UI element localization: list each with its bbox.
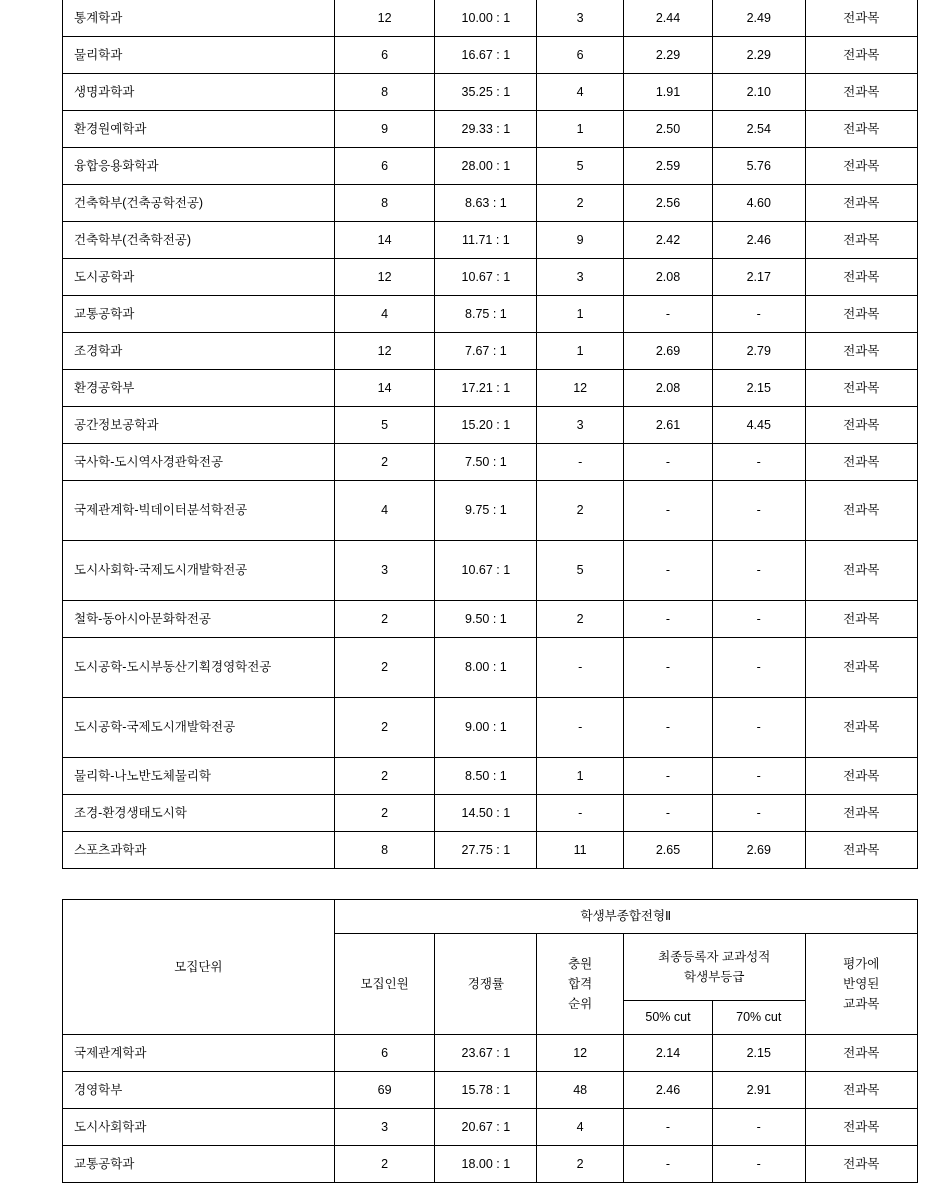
cell-capacity: 3: [334, 541, 435, 601]
cell-unit: 조경-환경생태도시학: [63, 795, 335, 832]
cell-subjects: 전과목: [805, 1072, 918, 1109]
table-row: [63, 74, 918, 111]
cell-capacity: 3: [334, 1109, 435, 1146]
cell-ratio: 7.50 : 1: [435, 444, 537, 481]
cell-fill-rank: 3: [537, 259, 624, 296]
cell-capacity: 12: [334, 0, 435, 37]
cell-unit: 국사학-도시역사경관학전공: [63, 444, 335, 481]
cell-cut50: 2.08: [623, 370, 712, 407]
cell-cut70: 2.29: [712, 37, 805, 74]
cell-cut70: -: [712, 601, 805, 638]
cell-subjects: 전과목: [805, 541, 918, 601]
cell-fill-rank: 5: [537, 148, 624, 185]
cell-fill-rank: 12: [537, 1035, 624, 1072]
cell-cut50: -: [623, 698, 712, 758]
cell-cut70: -: [712, 795, 805, 832]
cell-unit: 공간정보공학과: [63, 407, 335, 444]
cell-cut70: 4.45: [712, 407, 805, 444]
cell-fill-rank: 4: [537, 74, 624, 111]
cell-subjects: 전과목: [805, 444, 918, 481]
table-row: [63, 832, 918, 869]
cell-capacity: 8: [334, 74, 435, 111]
cell-ratio: 10.00 : 1: [435, 0, 537, 37]
cell-subjects: 전과목: [805, 832, 918, 869]
table-row: [63, 1035, 918, 1072]
header-fill-rank-line3: 순위: [568, 997, 593, 1012]
cell-ratio: 10.67 : 1: [435, 541, 537, 601]
table-row: [63, 370, 918, 407]
cell-cut50: -: [623, 1109, 712, 1146]
cell-unit: 도시사회학과: [63, 1109, 335, 1146]
cell-ratio: 9.50 : 1: [435, 601, 537, 638]
cell-cut50: -: [623, 444, 712, 481]
cell-fill-rank: 1: [537, 333, 624, 370]
cell-subjects: 전과목: [805, 0, 918, 37]
cell-unit: 교통공학과: [63, 296, 335, 333]
cell-fill-rank: 2: [537, 1146, 624, 1183]
cell-fill-rank: 9: [537, 222, 624, 259]
cell-fill-rank: 11: [537, 832, 624, 869]
header-fill-rank: [537, 934, 624, 1035]
cell-cut70: 2.79: [712, 333, 805, 370]
cell-subjects: 전과목: [805, 638, 918, 698]
cell-fill-rank: 12: [537, 370, 624, 407]
cell-cut50: -: [623, 601, 712, 638]
cell-fill-rank: -: [537, 638, 624, 698]
table-row: [63, 758, 918, 795]
cell-cut50: 2.69: [623, 333, 712, 370]
cell-subjects: 전과목: [805, 222, 918, 259]
cell-capacity: 69: [334, 1072, 435, 1109]
table-row: [63, 541, 918, 601]
cell-cut70: -: [712, 638, 805, 698]
cell-capacity: 8: [334, 832, 435, 869]
cell-ratio: 10.67 : 1: [435, 259, 537, 296]
cell-cut70: 2.69: [712, 832, 805, 869]
cell-ratio: 9.00 : 1: [435, 698, 537, 758]
cell-unit: 도시공학과: [63, 259, 335, 296]
table-1: [62, 0, 918, 869]
cell-capacity: 6: [334, 148, 435, 185]
cell-fill-rank: 2: [537, 185, 624, 222]
cell-subjects: 전과목: [805, 407, 918, 444]
cell-subjects: 전과목: [805, 148, 918, 185]
header-cut50: 50% cut: [623, 1001, 712, 1035]
cell-cut50: 1.91: [623, 74, 712, 111]
cell-capacity: 4: [334, 296, 435, 333]
cell-capacity: 14: [334, 222, 435, 259]
cell-capacity: 2: [334, 1146, 435, 1183]
cell-unit: 도시공학-도시부동산기획경영학전공: [63, 638, 335, 698]
cell-unit: 환경공학부: [63, 370, 335, 407]
cell-cut70: -: [712, 1109, 805, 1146]
cell-cut50: 2.14: [623, 1035, 712, 1072]
cell-cut70: 2.46: [712, 222, 805, 259]
header-row-title: [63, 900, 918, 934]
cell-capacity: 6: [334, 37, 435, 74]
table-row: [63, 1109, 918, 1146]
cell-fill-rank: -: [537, 698, 624, 758]
table-row: [63, 698, 918, 758]
cell-cut70: 2.15: [712, 370, 805, 407]
header-admission-type: 학생부종합전형Ⅱ: [334, 900, 917, 934]
cell-capacity: 12: [334, 259, 435, 296]
cell-cut50: 2.08: [623, 259, 712, 296]
cell-cut70: -: [712, 758, 805, 795]
cell-ratio: 17.21 : 1: [435, 370, 537, 407]
cell-unit: 경영학부: [63, 1072, 335, 1109]
cell-cut50: -: [623, 795, 712, 832]
cell-unit: 환경원예학과: [63, 111, 335, 148]
cell-cut50: 2.44: [623, 0, 712, 37]
cell-cut70: 4.60: [712, 185, 805, 222]
table-2: [62, 899, 918, 1183]
cell-ratio: 8.00 : 1: [435, 638, 537, 698]
header-subjects-line1: 평가에: [843, 956, 880, 971]
cell-subjects: 전과목: [805, 296, 918, 333]
cell-cut70: -: [712, 481, 805, 541]
cell-cut70: 2.17: [712, 259, 805, 296]
cell-subjects: 전과목: [805, 481, 918, 541]
cell-ratio: 28.00 : 1: [435, 148, 537, 185]
cell-cut70: 2.15: [712, 1035, 805, 1072]
cell-cut50: -: [623, 541, 712, 601]
cell-cut50: -: [623, 296, 712, 333]
table-row: [63, 795, 918, 832]
cell-cut50: 2.50: [623, 111, 712, 148]
table-1-body: [63, 0, 918, 869]
cell-subjects: 전과목: [805, 259, 918, 296]
cell-cut70: -: [712, 296, 805, 333]
cell-cut50: 2.59: [623, 148, 712, 185]
header-grade-group: [623, 934, 805, 1001]
table-row: [63, 333, 918, 370]
cell-ratio: 29.33 : 1: [435, 111, 537, 148]
cell-fill-rank: 1: [537, 758, 624, 795]
cell-fill-rank: 1: [537, 296, 624, 333]
cell-fill-rank: -: [537, 444, 624, 481]
cell-fill-rank: -: [537, 795, 624, 832]
table-row: [63, 638, 918, 698]
cell-ratio: 8.63 : 1: [435, 185, 537, 222]
cell-ratio: 15.20 : 1: [435, 407, 537, 444]
table-2-header: [63, 900, 918, 1035]
table-row: [63, 0, 918, 37]
cell-ratio: 14.50 : 1: [435, 795, 537, 832]
cell-cut70: -: [712, 444, 805, 481]
cell-unit: 물리학-나노반도체물리학: [63, 758, 335, 795]
header-ratio: 경쟁률: [435, 934, 537, 1035]
cell-unit: 철학-동아시아문화학전공: [63, 601, 335, 638]
cell-unit: 교통공학과: [63, 1146, 335, 1183]
cell-cut70: 5.76: [712, 148, 805, 185]
cell-capacity: 2: [334, 698, 435, 758]
cell-cut50: -: [623, 638, 712, 698]
cell-unit: 도시공학-국제도시개발학전공: [63, 698, 335, 758]
cell-fill-rank: 4: [537, 1109, 624, 1146]
cell-unit: 융합응용화학과: [63, 148, 335, 185]
cell-cut50: -: [623, 758, 712, 795]
header-subjects-line3: 교과목: [843, 997, 880, 1012]
cell-fill-rank: 48: [537, 1072, 624, 1109]
cell-cut50: 2.65: [623, 832, 712, 869]
cell-capacity: 14: [334, 370, 435, 407]
cell-cut70: -: [712, 698, 805, 758]
header-grade-group-line1: 최종등록자 교과성적: [658, 949, 771, 964]
table-row: [63, 148, 918, 185]
cell-cut70: 2.91: [712, 1072, 805, 1109]
cell-fill-rank: 2: [537, 481, 624, 541]
cell-ratio: 7.67 : 1: [435, 333, 537, 370]
cell-capacity: 2: [334, 601, 435, 638]
cell-ratio: 8.50 : 1: [435, 758, 537, 795]
cell-ratio: 9.75 : 1: [435, 481, 537, 541]
cell-capacity: 2: [334, 638, 435, 698]
cell-subjects: 전과목: [805, 795, 918, 832]
cell-unit: 물리학과: [63, 37, 335, 74]
header-fill-rank-line1: 충원: [568, 956, 593, 971]
cell-subjects: 전과목: [805, 601, 918, 638]
cell-ratio: 23.67 : 1: [435, 1035, 537, 1072]
table-2-body: [63, 1035, 918, 1183]
cell-cut50: 2.56: [623, 185, 712, 222]
table-row: [63, 601, 918, 638]
cell-subjects: 전과목: [805, 74, 918, 111]
cell-capacity: 4: [334, 481, 435, 541]
header-fill-rank-line2: 합격: [568, 976, 593, 991]
cell-capacity: 2: [334, 795, 435, 832]
table-row: [63, 296, 918, 333]
cell-capacity: 8: [334, 185, 435, 222]
cell-capacity: 9: [334, 111, 435, 148]
cell-cut50: -: [623, 481, 712, 541]
cell-capacity: 2: [334, 444, 435, 481]
header-cut70: 70% cut: [712, 1001, 805, 1035]
table-row: [63, 259, 918, 296]
cell-unit: 건축학부(건축학전공): [63, 222, 335, 259]
cell-ratio: 35.25 : 1: [435, 74, 537, 111]
cell-ratio: 15.78 : 1: [435, 1072, 537, 1109]
cell-cut70: -: [712, 541, 805, 601]
header-grade-group-line2: 학생부등급: [684, 970, 745, 984]
cell-cut50: -: [623, 1146, 712, 1183]
header-unit: 모집단위: [63, 900, 335, 1035]
admissions-results-table-type2: [62, 899, 918, 1183]
cell-cut50: 2.42: [623, 222, 712, 259]
admissions-results-table-continued: [62, 0, 918, 869]
table-row: [63, 37, 918, 74]
header-subjects-line2: 반영된: [843, 976, 880, 991]
table-row: [63, 1072, 918, 1109]
header-capacity: 모집인원: [334, 934, 435, 1035]
cell-ratio: 8.75 : 1: [435, 296, 537, 333]
cell-cut50: 2.29: [623, 37, 712, 74]
table-row: [63, 481, 918, 541]
cell-subjects: 전과목: [805, 37, 918, 74]
cell-unit: 국제관계학과: [63, 1035, 335, 1072]
cell-fill-rank: 5: [537, 541, 624, 601]
table-row: [63, 111, 918, 148]
cell-unit: 생명과학과: [63, 74, 335, 111]
table-row: [63, 222, 918, 259]
cell-cut70: 2.10: [712, 74, 805, 111]
cell-cut70: -: [712, 1146, 805, 1183]
cell-unit: 조경학과: [63, 333, 335, 370]
table-row: [63, 185, 918, 222]
table-row: [63, 407, 918, 444]
header-subjects: [805, 934, 918, 1035]
cell-cut50: 2.46: [623, 1072, 712, 1109]
cell-subjects: 전과목: [805, 698, 918, 758]
cell-capacity: 6: [334, 1035, 435, 1072]
cell-subjects: 전과목: [805, 1109, 918, 1146]
cell-capacity: 12: [334, 333, 435, 370]
cell-ratio: 16.67 : 1: [435, 37, 537, 74]
cell-ratio: 11.71 : 1: [435, 222, 537, 259]
cell-ratio: 18.00 : 1: [435, 1146, 537, 1183]
cell-fill-rank: 1: [537, 111, 624, 148]
cell-cut70: 2.49: [712, 0, 805, 37]
cell-cut50: 2.61: [623, 407, 712, 444]
cell-unit: 건축학부(건축공학전공): [63, 185, 335, 222]
cell-unit: 통계학과: [63, 0, 335, 37]
cell-ratio: 20.67 : 1: [435, 1109, 537, 1146]
cell-ratio: 27.75 : 1: [435, 832, 537, 869]
cell-capacity: 2: [334, 758, 435, 795]
cell-fill-rank: 3: [537, 0, 624, 37]
cell-unit: 국제관계학-빅데이터분석학전공: [63, 481, 335, 541]
cell-subjects: 전과목: [805, 758, 918, 795]
cell-subjects: 전과목: [805, 370, 918, 407]
cell-subjects: 전과목: [805, 333, 918, 370]
cell-unit: 도시사회학-국제도시개발학전공: [63, 541, 335, 601]
cell-subjects: 전과목: [805, 111, 918, 148]
cell-unit: 스포츠과학과: [63, 832, 335, 869]
cell-subjects: 전과목: [805, 1035, 918, 1072]
cell-subjects: 전과목: [805, 185, 918, 222]
cell-cut70: 2.54: [712, 111, 805, 148]
cell-fill-rank: 6: [537, 37, 624, 74]
cell-subjects: 전과목: [805, 1146, 918, 1183]
table-row: [63, 1146, 918, 1183]
table-row: [63, 444, 918, 481]
cell-fill-rank: 2: [537, 601, 624, 638]
cell-fill-rank: 3: [537, 407, 624, 444]
cell-capacity: 5: [334, 407, 435, 444]
